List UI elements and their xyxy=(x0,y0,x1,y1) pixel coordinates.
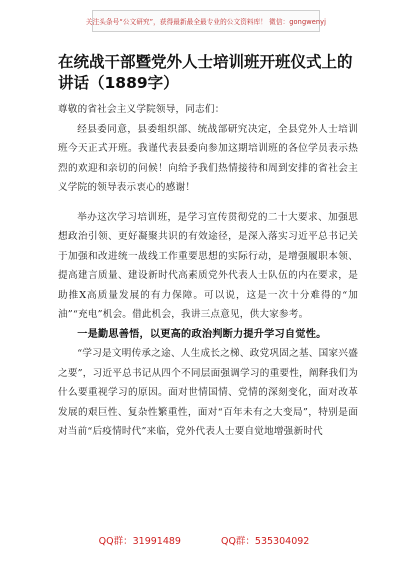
section-1-heading: 一是勤思善悟，以更高的政治判断力提升学习自觉性。 xyxy=(77,328,327,340)
footer-qq-group-1: QQ群：31991489 xyxy=(98,536,181,547)
footer-qq-group-2: QQ群：535304092 xyxy=(220,536,310,547)
section-1-heading-line xyxy=(58,325,358,345)
footer xyxy=(0,533,408,549)
header-banner xyxy=(85,10,327,32)
document-title: 在统战干部暨党外人士培训班开班仪式上的讲话（1889字） xyxy=(58,53,353,92)
paragraph-2: 举办这次学习培训班，是学习宣传贯彻党的二十大要求、加强思想政治引领、更好凝聚共识的有效途径，是深入落实习近平总书记关于加强和改进统一战线工作重要思想的实际行动，是增强履职本领、提高建言质量、建设新时代高素质党外代表人士队伍的内在要求，是助推X高质量发展的有力保障。可以说，这是一次十分难得的“加油”“充电”机会。借此机会，我讲三点意见，供大家参考。 xyxy=(58,211,358,320)
document-body xyxy=(58,100,358,442)
header-banner-text: 关注头条号“公文研究”，获得最新最全最专业的公文资料库！ 微信：gongwenyj xyxy=(85,18,327,26)
paragraph-1: 经县委同意，县委组织部、统战部研究决定，全县党外人士培训班今天正式开班。我谨代表县委向参加这期培训班的各位学员表示热烈的欢迎和亲切的问候！向给予我们热情接待和周到安排的省社会主义学院的领导表示衷心的感谢！ xyxy=(58,123,358,193)
section-1-text: “学习是文明传承之途、人生成长之梯、政党巩固之基、国家兴盛之要”，习近平总书记从四个不同层面强调学习的重要性，阐释我们为什么要重视学习的原因。面对世情国情、党情的深刻变化，面对改革发展的艰巨性、复杂性繁重性，面对“百年未有之大变局”，特别是面对当前“后疫情时代”来临，党外代表人士要自觉地增强新时代 xyxy=(58,348,358,437)
salutation: 尊敬的省社会主义学院领导，同志们： xyxy=(58,104,225,115)
